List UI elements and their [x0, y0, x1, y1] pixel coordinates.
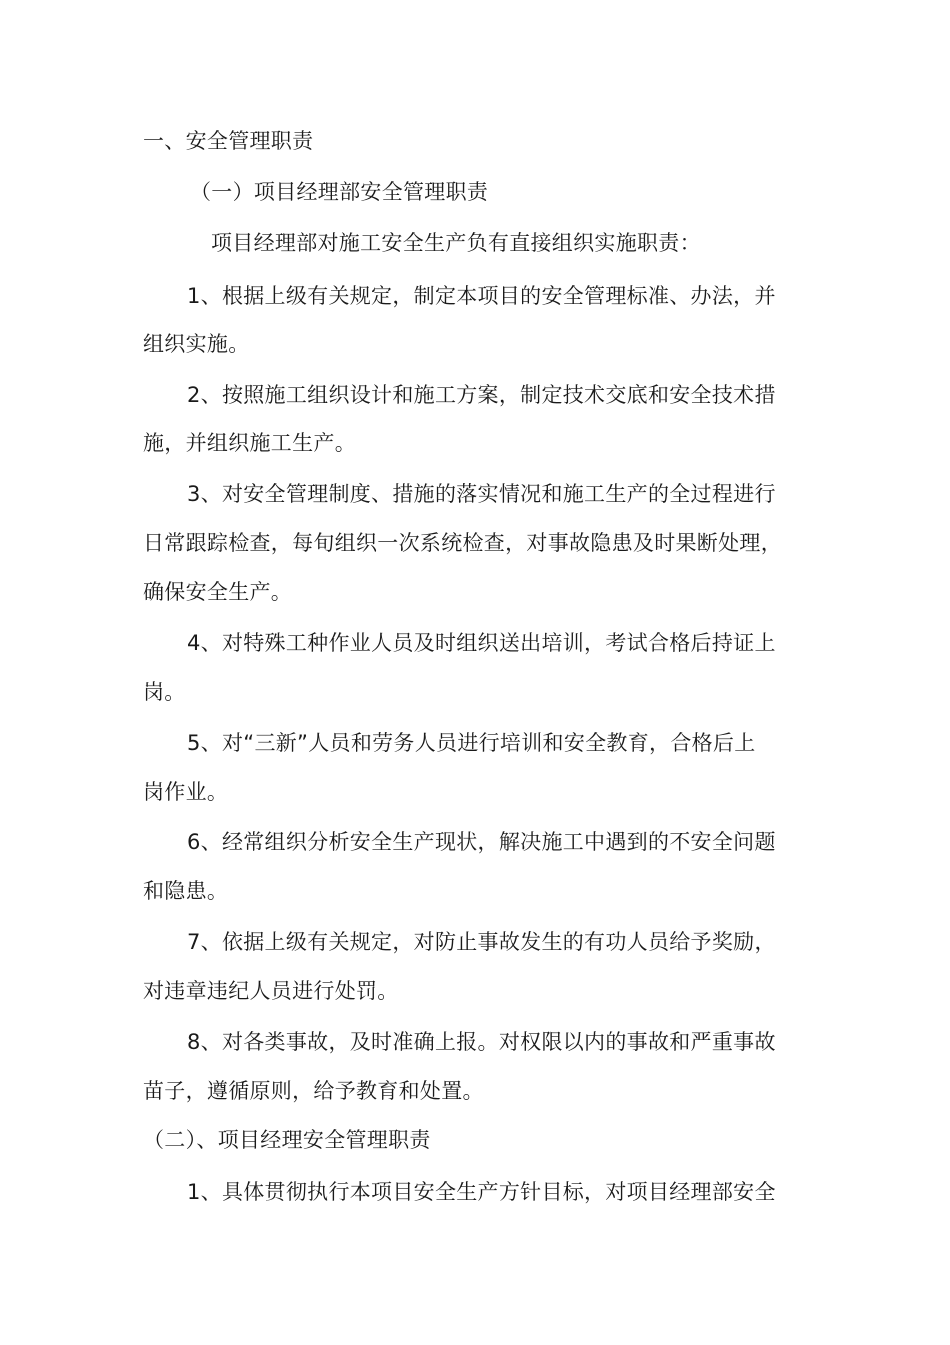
item-6-line-1: 6、经常组织分析安全生产现状，解决施工中遇到的不安全问题	[187, 830, 776, 854]
item-4-line-1: 4、对特殊工种作业人员及时组织送出培训，考试合格后持证上	[187, 631, 776, 655]
item-7-line-2: 对违章违纪人员进行处罚。	[143, 979, 399, 1003]
item-5-line-2: 岗作业。	[143, 780, 229, 804]
item-7-line-1: 7、依据上级有关规定，对防止事故发生的有功人员给予奖励，	[187, 930, 776, 954]
item-3-line-1: 3、对安全管理制度、措施的落实情况和施工生产的全过程进行	[187, 482, 776, 506]
item-1-line-1: 1、根据上级有关规定，制定本项目的安全管理标准、办法，并	[187, 284, 776, 308]
item-6-line-2: 和隐患。	[143, 879, 229, 903]
intro-paragraph: 项目经理部对施工安全生产负有直接组织实施职责：	[211, 231, 701, 255]
item-2-line-1: 2、按照施工组织设计和施工方案，制定技术交底和安全技术措	[187, 383, 776, 407]
section-title-project-department: （一）项目经理部安全管理职责	[190, 180, 489, 204]
section2-item-1-line-1: 1、具体贯彻执行本项目安全生产方针目标，对项目经理部安全	[187, 1180, 776, 1204]
item-8-line-2: 苗子，遵循原则，给予教育和处置。	[143, 1079, 484, 1103]
item-2-line-2: 施，并组织施工生产。	[143, 431, 356, 455]
item-8-line-1: 8、对各类事故，及时准确上报。对权限以内的事故和严重事故	[187, 1030, 776, 1054]
item-3-line-3: 确保安全生产。	[143, 580, 293, 604]
section-title-project-manager: （二）、项目经理安全管理职责	[143, 1128, 431, 1152]
item-3-line-2: 日常跟踪检查，每旬组织一次系统检查，对事故隐患及时果断处理，	[143, 531, 782, 555]
heading-safety-management: 一、安全管理职责	[143, 129, 314, 153]
item-4-line-2: 岗。	[143, 680, 186, 704]
item-1-line-2: 组织实施。	[143, 332, 250, 356]
item-5-line-1: 5、对“三新”人员和劳务人员进行培训和安全教育，合格后上	[187, 731, 756, 755]
